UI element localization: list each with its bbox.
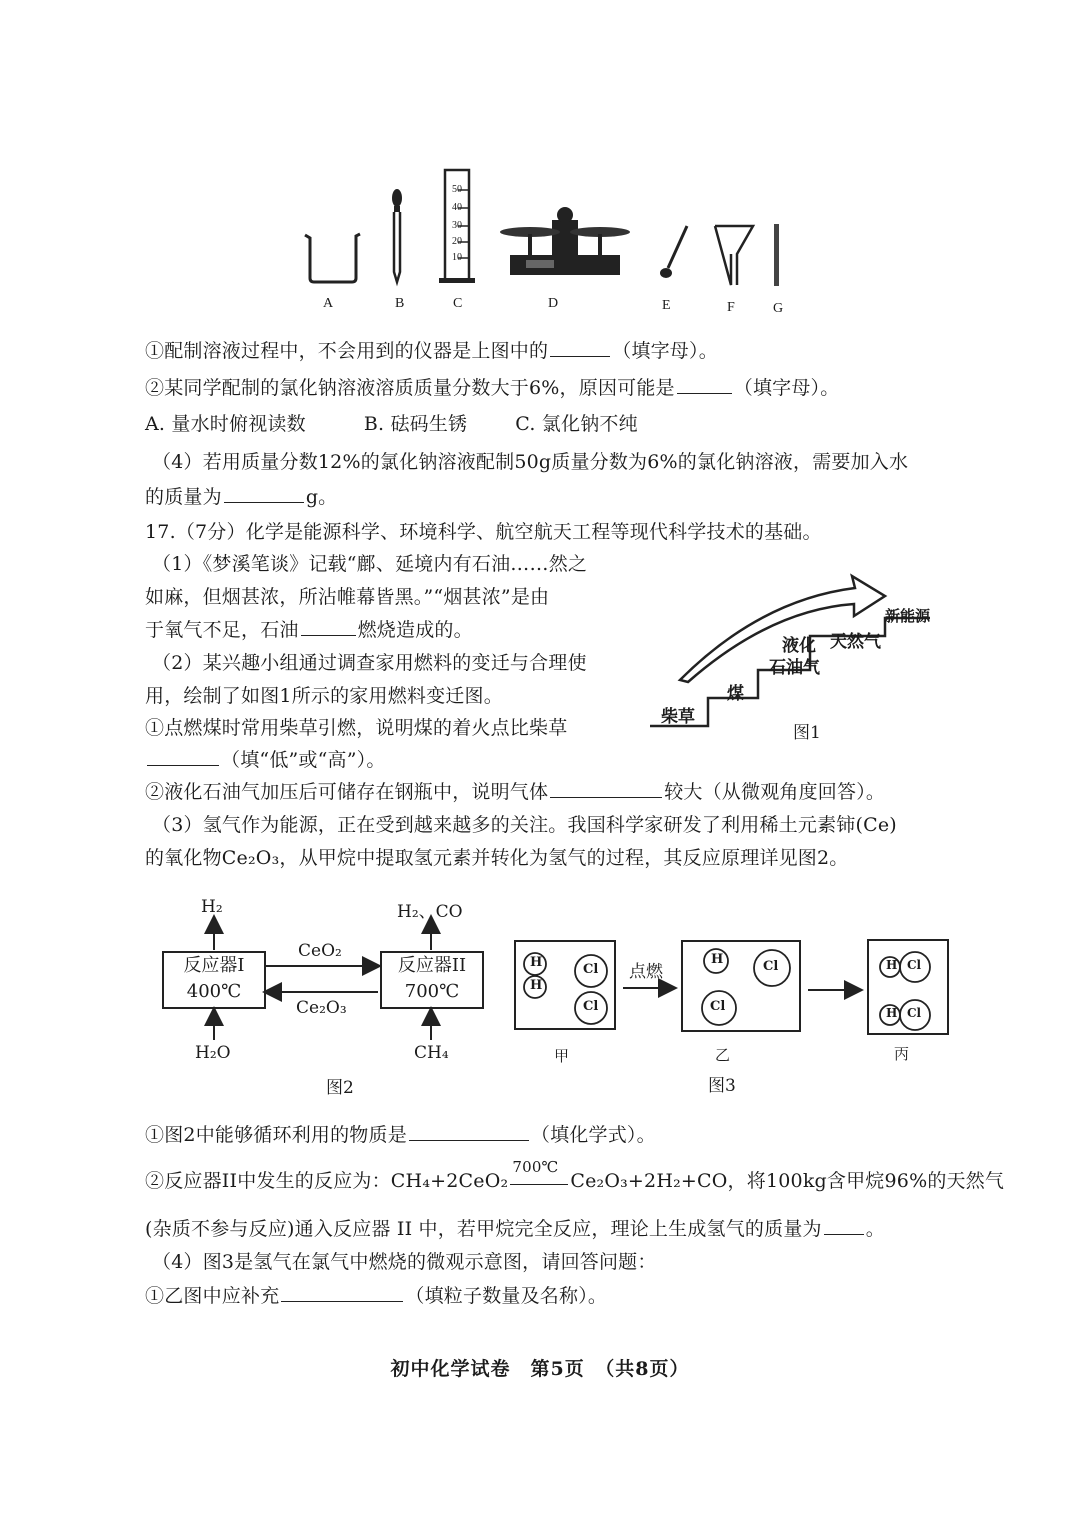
fig3-panel-label: 丙 [894, 1045, 910, 1063]
q17-p2-2: ②液化石油气加压后可储存在钢瓶中，说明气体 较大（从微观角度回答）。 [145, 781, 886, 803]
q17-p3-1: ①图2中能够循环利用的物质是 （填化学式）。 [145, 1124, 656, 1146]
fig1-step-label: 液化 [782, 636, 816, 656]
fig2-caption: 图2 [326, 1078, 354, 1098]
q17-p4: （4）图3是氢气在氯气中燃烧的微观示意图，请回答问题： [152, 1251, 657, 1273]
fig3-panel-label: 甲 [554, 1047, 570, 1065]
cylinder-tick: 50 [452, 184, 462, 195]
q17-p1-b: 如麻，但烟甚浓，所沾帷幕皆黑。”“烟甚浓”是由 [145, 586, 550, 608]
atom-cl: Cl [763, 959, 779, 974]
fig1-caption: 图1 [793, 723, 821, 743]
cylinder-tick: 20 [452, 236, 462, 247]
q17-p2-1: ①点燃煤时常用柴草引燃，说明煤的着火点比柴草 [145, 717, 568, 739]
apparatus-label: D [548, 296, 559, 311]
fig1-step-label: 石油气 [769, 658, 820, 678]
q17-p1-c: 于氧气不足，石油 燃烧造成的。 [145, 619, 473, 641]
atom-cl: Cl [907, 958, 922, 972]
q17-p2-a: （2）某兴趣小组通过调查家用燃料的变迁与合理使 [152, 652, 587, 674]
atom-h: H [530, 955, 543, 970]
reactor-2-name: 反应器II [397, 955, 467, 976]
q16-part3-2: ②某同学配制的氯化钠溶液溶质质量分数大于6%，原因可能是 （填字母）。 [145, 377, 840, 399]
glass-rod-icon [774, 224, 779, 286]
atom-cl: Cl [907, 1006, 922, 1020]
fig1-step-label: 柴草 [661, 707, 695, 727]
reactor-2 [380, 951, 484, 1009]
fig1-step-label: 天然气 [830, 632, 881, 652]
atom-h: H [530, 978, 543, 993]
q17-p4-1: ①乙图中应补充 （填粒子数量及名称）。 [145, 1285, 608, 1307]
apparatus-label: E [662, 298, 671, 313]
fig3-caption: 图3 [708, 1076, 736, 1096]
cylinder-tick: 40 [452, 202, 462, 213]
q17-p2-1-end: （填“低”或“高”）。 [145, 745, 386, 772]
reactor-1-temp: 400℃ [186, 981, 242, 1002]
reaction-condition: 700℃ [512, 1157, 559, 1176]
atom-cl: Cl [583, 962, 599, 977]
apparatus-label: F [727, 300, 735, 315]
q17-title: 17.（7分）化学是能源科学、环境科学、航空航天工程等现代科学技术的基础。 [145, 521, 822, 543]
fig2-bottom-2: CH₄ [414, 1043, 449, 1063]
q17-p3-2: ②反应器II中发生的反应为：CH₄+2CeO₂ 700℃ Ce₂O₃+2H₂+CO，将100kg含甲烷96%的天然气 [145, 1157, 1005, 1192]
atom-h: H [886, 1006, 898, 1020]
q16-part4-b: 的质量为 g。 [145, 486, 338, 508]
q17-p3-3: (杂质不参与反应)通入反应器 II 中，若甲烷完全反应，理论上生成氢气的质量为 。 [145, 1218, 885, 1240]
q16-part3-1: ①配制溶液过程中，不会用到的仪器是上图中的 （填字母）。 [145, 340, 718, 362]
panel-yi [682, 941, 800, 1031]
fig2-bottom-1: H₂O [195, 1043, 231, 1063]
atom-cl: Cl [583, 999, 599, 1014]
fig3-panel-label: 乙 [715, 1046, 731, 1064]
apparatus-label: C [453, 296, 463, 311]
q17-p2-b: 用，绘制了如图1所示的家用燃料变迁图。 [145, 685, 503, 707]
fig2-top-2: H₂、CO [397, 902, 463, 922]
fig2-arrow-right-label: CeO₂ [298, 941, 342, 961]
fig1-step-label: 新能源 [885, 607, 931, 625]
q16-options: A. 量水时俯视读数 B. 砝码生锈 C. 氯化钠不纯 [145, 413, 638, 435]
apparatus-label: B [395, 296, 405, 311]
cylinder-tick: 30 [452, 220, 462, 231]
atom-h: H [711, 952, 724, 967]
beaker-icon [305, 234, 360, 282]
fig2-top-1: H₂ [201, 897, 223, 917]
q16-part4-a: （4）若用质量分数12%的氯化钠溶液配制50g质量分数为6%的氯化钠溶液，需要加入水 [152, 451, 909, 473]
cylinder-tick: 10 [452, 252, 462, 263]
reactor-2-temp: 700℃ [404, 981, 460, 1002]
page-footer: 初中化学试卷 第5页 （共8页） [390, 1358, 690, 1380]
apparatus-label: A [323, 296, 334, 311]
spatula-icon [660, 226, 687, 278]
q17-p3-a: （3）氢气作为能源，正在受到越来越多的关注。我国科学家研发了利用稀土元素铈(Ce) [152, 814, 897, 836]
q17-p1-a: （1）《梦溪笔谈》记载“鄜、延境内有石油……然之 [152, 553, 588, 575]
reactor-1 [162, 951, 266, 1009]
fig3-ignite-label: 点燃 [629, 962, 663, 982]
funnel-icon [715, 226, 753, 285]
atom-cl: Cl [710, 999, 726, 1014]
apparatus-label: G [773, 301, 784, 316]
balance-scale-icon [500, 207, 630, 275]
q17-p3-b: 的氧化物Ce₂O₃，从甲烷中提取氢元素并转化为氢气的过程，其反应原理详见图2。 [145, 847, 849, 869]
atom-h: H [886, 958, 898, 972]
dropper-icon [392, 189, 402, 282]
fig1-step-label: 煤 [727, 684, 744, 704]
reactor-1-name: 反应器I [183, 955, 245, 976]
fig2-arrow-left-label: Ce₂O₃ [296, 998, 347, 1018]
fig3-frames [510, 935, 960, 1045]
